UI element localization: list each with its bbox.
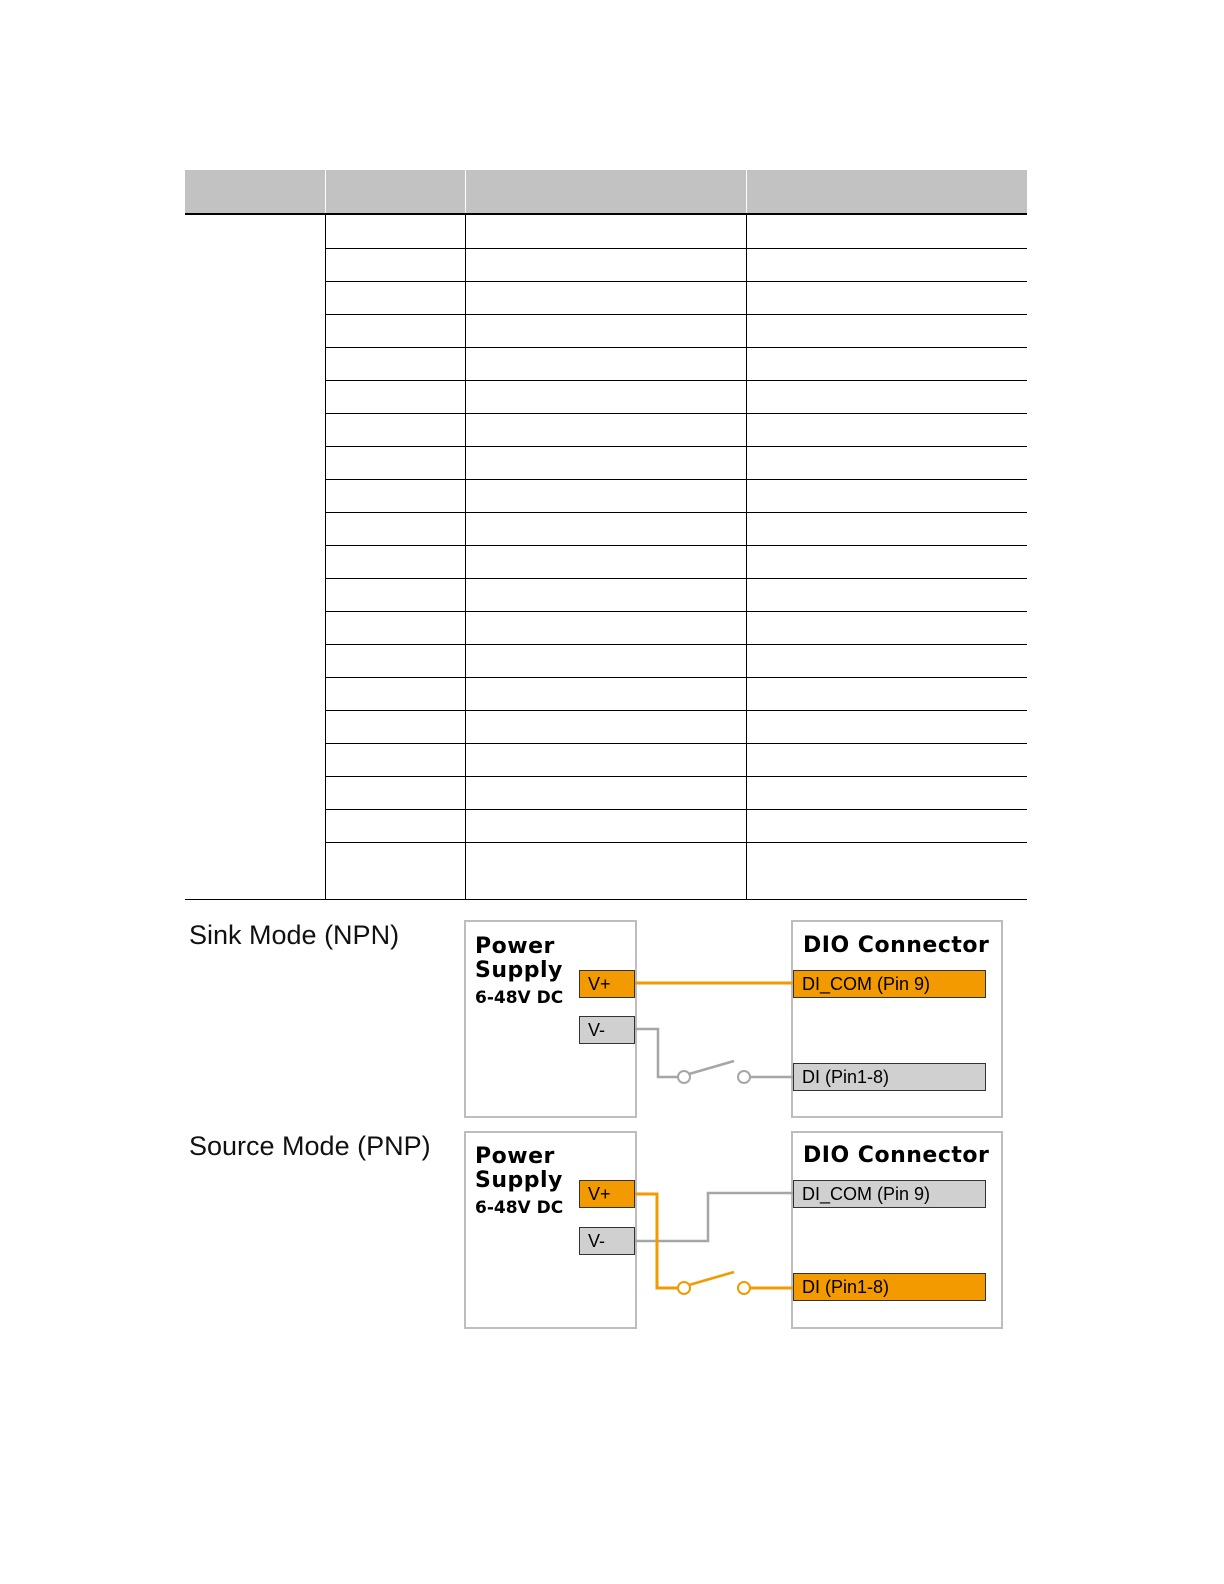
row-separator: [325, 248, 1027, 249]
header-cell: [185, 170, 325, 213]
row-separator: [325, 281, 1027, 282]
column-divider: [465, 215, 466, 900]
switch-contact: [738, 1282, 750, 1294]
source-wiring: [464, 1131, 1004, 1331]
vminus-terminal: V-: [579, 1227, 635, 1255]
row-separator: [325, 578, 1027, 579]
vplus-terminal: V+: [579, 970, 635, 998]
row-separator: [325, 512, 1027, 513]
vminus-wire: [634, 1029, 678, 1077]
power-supply-title: Power Supply: [475, 1144, 563, 1193]
vplus-terminal: V+: [579, 1180, 635, 1208]
row-separator: [325, 314, 1027, 315]
row-separator: [325, 446, 1027, 447]
row-separator: [325, 611, 1027, 612]
sink-mode-label: Sink Mode (NPN): [189, 920, 400, 950]
power-supply-voltage: 6-48V DC: [475, 1198, 564, 1218]
row-separator: [325, 347, 1027, 348]
power-supply-voltage: 6-48V DC: [475, 988, 564, 1008]
di-terminal: DI (Pin1-8): [793, 1273, 986, 1301]
row-separator: [325, 809, 1027, 810]
row-separator: [325, 677, 1027, 678]
dio-connector-title: DIO Connector: [803, 1143, 990, 1168]
table-header: [185, 170, 1027, 215]
dio-connector-title: DIO Connector: [803, 933, 990, 958]
header-cell: [747, 170, 1027, 213]
source-mode-label: Source Mode (PNP): [189, 1131, 431, 1161]
row-separator: [325, 380, 1027, 381]
switch-contact: [738, 1071, 750, 1083]
switch-contact: [678, 1282, 690, 1294]
power-supply-title: Power Supply: [475, 934, 563, 983]
switch-contact: [678, 1071, 690, 1083]
di-com-terminal: DI_COM (Pin 9): [793, 970, 986, 998]
di-com-terminal: DI_COM (Pin 9): [793, 1180, 986, 1208]
row-separator: [325, 479, 1027, 480]
di-terminal: DI (Pin1-8): [793, 1063, 986, 1091]
sink-mode-diagram: [464, 920, 1004, 1120]
row-separator: [325, 743, 1027, 744]
row-separator: [325, 644, 1027, 645]
row-separator: [325, 545, 1027, 546]
switch-lever: [689, 1272, 734, 1285]
row-separator: [325, 710, 1027, 711]
source-mode-diagram: [464, 1131, 1004, 1331]
row-separator: [325, 776, 1027, 777]
vminus-terminal: V-: [579, 1016, 635, 1044]
column-divider: [325, 215, 326, 900]
table-bottom-border: [185, 899, 1027, 900]
row-separator: [325, 842, 1027, 843]
header-cell: [326, 170, 465, 213]
column-divider: [746, 215, 747, 900]
header-cell: [466, 170, 746, 213]
switch-lever: [689, 1061, 734, 1074]
row-separator: [325, 413, 1027, 414]
